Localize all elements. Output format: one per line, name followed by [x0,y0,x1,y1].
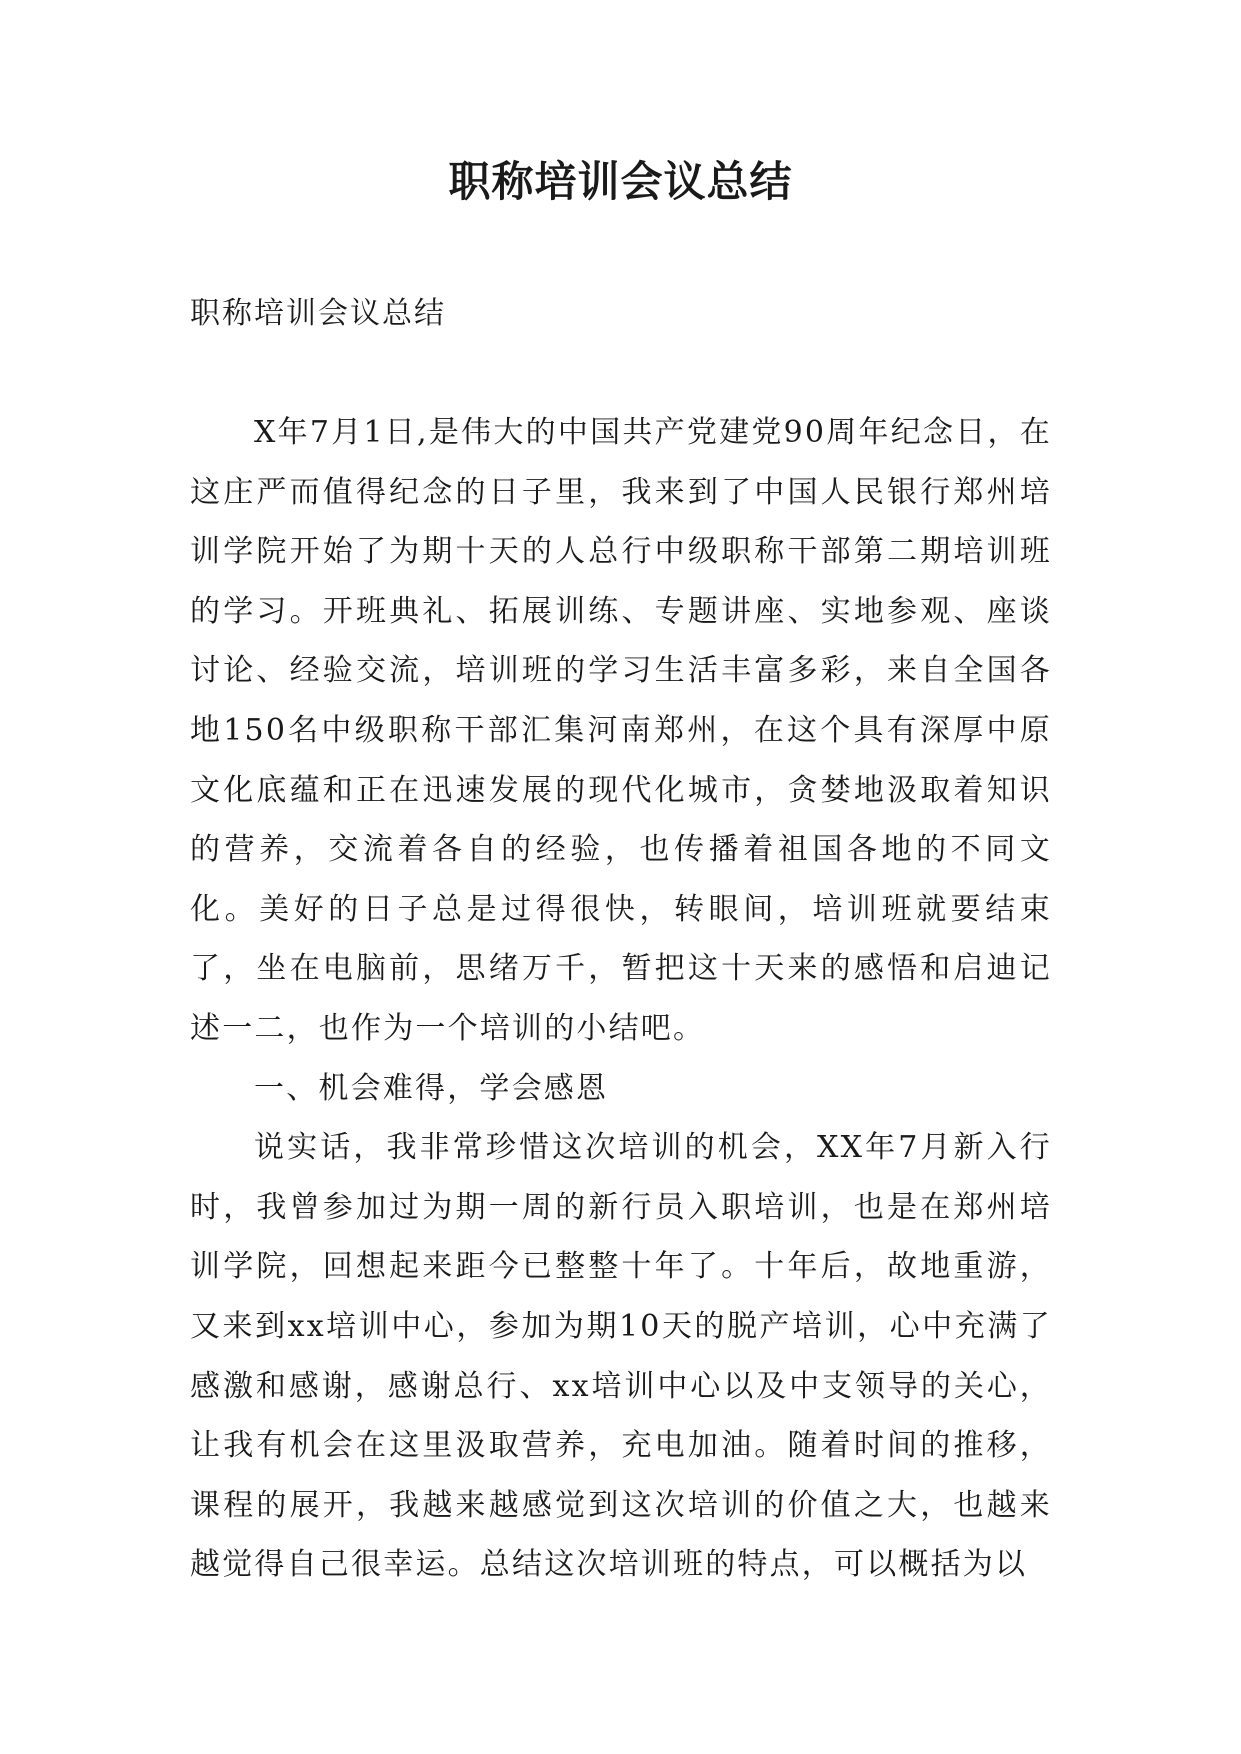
document-title: 职称培训会议总结 [448,157,793,206]
document-subtitle: 职称培训会议总结 [190,296,446,331]
paragraph-section-1: 说实话，我非常珍惜这次培训的机会，XX年7月新入行时，我曾参加过为期一周的新行员入职培训，也是在郑州培训学院，回想起来距今已整整十年了。十年后，故地重游，又来到xx培训中心，参加为期10天的脱产培训，心中充满了感激和感谢，感谢总行、xx培训中心以及中支领导的关心，让我有机会在这里汲取营养，充电加油。随着时间的推移，课程的展开，我越来越感觉到这次培训的价值之大，也越来越觉得自己很幸运。总结这次培训班的特点，可以概括为以 [190,1130,1052,1583]
paragraph-intro: X年7月1日,是伟大的中国共产党建党90周年纪念日，在这庄严而值得纪念的日子里，我来到了中国人民银行郑州培训学院开始了为期十天的人总行中级职称干部第二期培训班的学习。开班典礼、拓展训练、专题讲座、实地参观、座谈讨论、经验交流，培训班的学习生活丰富多彩，来自全国各地150名中级职称干部汇集河南郑州，在这个具有深厚中原文化底蕴和正在迅速发展的现代化城市，贪婪地汲取着知识的营养，交流着各自的经验，也传播着祖国各地的不同文化。美好的日子总是过得很快，转眼间，培训班就要结束了，坐在电脑前，思绪万千，暂把这十天来的感悟和启迪记述一二，也作为一个培训的小结吧。 [190,415,1052,1046]
section-heading-1: 一、机会难得，学会感恩 [254,1070,609,1106]
document-body [190,403,1052,1595]
